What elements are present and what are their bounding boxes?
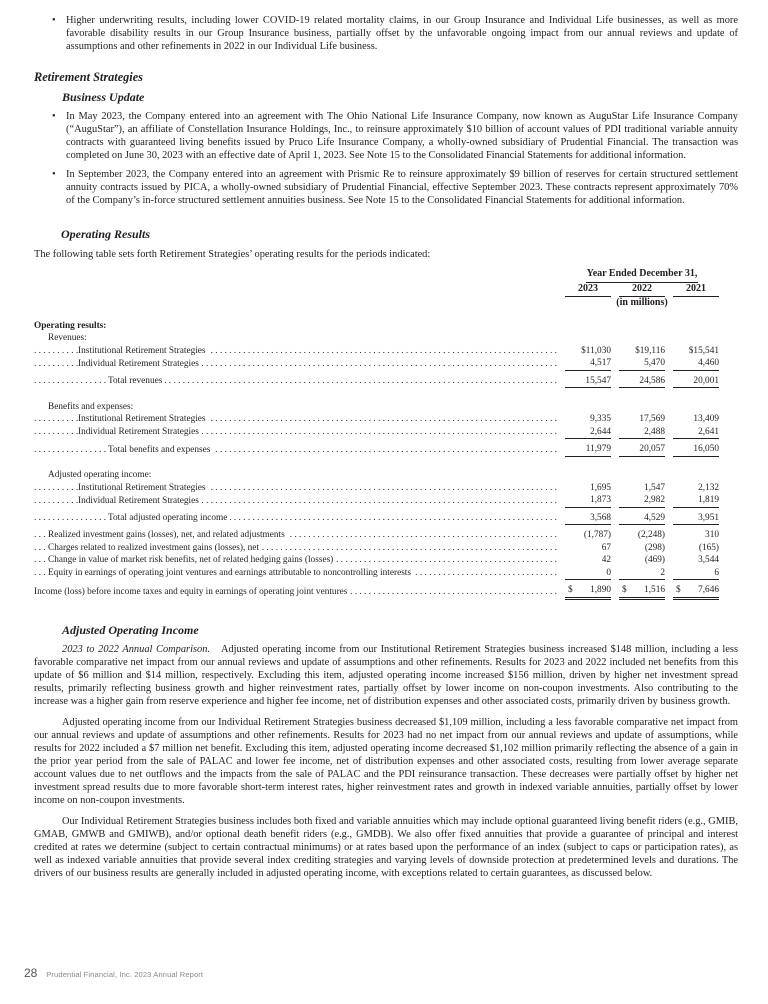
- table-row: . . . Institutional Retirement Strategies 1,695 1,547 2,132: [34, 482, 719, 495]
- table-row-grand-total: . . . Income (loss) before income taxes and equity in earnings of operating joint ventures $ 1,890 $ 1,516 $ 7,646: [34, 584, 719, 598]
- bullet-item: • Higher underwriting results, including lower COVID-19 related mortality claims, in our Group Insurance and Individual Life businesses, as well as more favorable disability results in our Group Insurance business, partially offset by the unfavorable ongoing impact from our annual reviews and update of assumptions and other refinements in 2022 in our Individual Life business.: [46, 14, 738, 53]
- table-row: . . . Change in value of market risk benefits, net of related hedging gains (losses) 42 (469) 3,544: [34, 554, 719, 567]
- report-title: Prudential Financial, Inc. 2023 Annual Report: [46, 970, 204, 979]
- aoi-section-title: Adjusted Operating Income: [62, 622, 199, 637]
- table-units: (in millions): [616, 297, 668, 308]
- table-row: . . . Individual Retirement Strategies 1,873 2,982 1,819: [34, 494, 719, 507]
- column-header-2023: 2023: [565, 283, 611, 298]
- column-header-2022: 2022: [619, 283, 665, 298]
- page-number: 28: [24, 966, 38, 980]
- bullet-item: • In September 2023, the Company entered into an agreement with Prismic Re to reinsure approximately $9 billion of reserves for certain structured settlement annuity contracts issued by PICA, a wholly-owned subsidiary of Prudential Financial, effective September 2023. These contracts represent approximately 70% of the Company’s in-force structured settlement annuities business. See Note 15 to the Consolidated Financial Statements for additional information.: [46, 168, 738, 207]
- table-row-total: . . . Total benefits and expenses 11,979 20,057 16,050: [34, 443, 719, 456]
- operating-results-title: Operating Results: [61, 227, 151, 241]
- table-row: . . . Individual Retirement Strategies 4,517 5,470 4,460: [34, 357, 719, 370]
- table-heading: Operating results:: [34, 320, 107, 331]
- page-footer: [24, 967, 203, 981]
- table-row: . . . Individual Retirement Strategies 2,644 2,488 2,641: [34, 426, 719, 439]
- table-header-group: Year Ended December 31,: [565, 268, 719, 283]
- table-row-total: . . . Total adjusted operating income 3,568 4,529 3,951: [34, 512, 719, 525]
- section-title: Retirement Strategies: [34, 70, 143, 84]
- operating-results-intro: The following table sets forth Retirement Strategies’ operating results for the periods indicated:: [34, 249, 431, 260]
- table-row: . . . Institutional Retirement Strategies 9,335 17,569 13,409: [34, 413, 719, 426]
- table-row: . . . Institutional Retirement Strategies $11,030 $19,116 $15,541: [34, 345, 719, 358]
- table-row-total: . . . Total revenues 15,547 24,586 20,001: [34, 375, 719, 388]
- aoi-label: Adjusted operating income:: [48, 470, 152, 480]
- revenues-label: Revenues:: [48, 333, 87, 343]
- aoi-paragraph: 2023 to 2022 Annual Comparison. Adjusted operating income from our Institutional Retirement Strategies business increased $148 million, including a less favorable comparative net impact from our annual reviews and update of assumptions and other refinements. Results for 2023 and 2022 included net benefits from this update of $6 million and $14 million, respectively. Excluding this item, adjusted operating income increased $156 million, driven by higher net investment spread results, primarily reflecting business growth and higher reinvestment rates, partially offset by lower income on non-coupon investments. Also contributing to the increase was a higher gain from reserve experience and higher fee income, net of distribution expenses and other associated costs, primarily driven by business growth.: [34, 643, 738, 707]
- intro-bullet-list: [34, 14, 738, 53]
- benefits-label: Benefits and expenses:: [48, 401, 134, 412]
- operating-results-table: [34, 268, 719, 600]
- bullet-item: • In May 2023, the Company entered into an agreement with The Ohio National Life Insurance Company, now known as AuguStar Life Insurance Company (“AuguStar”), an affiliate of Constellation Insurance Holdings, Inc., to reinsure approximately $10 billion of account values of PDI traditional variable annuity contracts with guaranteed living benefits issued by Pruco Life Insurance Company, a wholly-owned subsidiary of Prudential Financial. The transaction was completed on June 30, 2023 with an effective date of April 1, 2023. See Note 15 to the Consolidated Financial Statements for additional information.: [46, 110, 738, 162]
- aoi-paragraph: Adjusted operating income from our Individual Retirement Strategies business decreased $1,109 million, including a less favorable comparative net impact from our annual reviews and update of assumptions and other refinements. Results for 2023 had no net impact from our annual reviews and update of assumptions, while results for 2022 included a $7 million net benefit. Excluding this item, adjusted operating income decreased $1,102 million primarily reflecting the absence of a gain in the prior year period from the sale of PALAC and lower fee income, net of distribution expenses and other associated costs, resulting from lower average separate account values due to net outflows and the impacts from the sale of PALAC and the PDI reinsurance transaction. These decreases were partially offset by higher net investment spread results due to more favorable short-term interest rates, higher reinvestment rates and growth in indexed variable annuities, partially offset by lower income on non-coupon investments.: [34, 716, 738, 806]
- table-row: . . . Realized investment gains (losses), net, and related adjustments (1,787) (2,248) 310: [34, 529, 719, 542]
- business-update-list: [34, 110, 738, 207]
- column-header-2021: 2021: [673, 283, 719, 298]
- table-row: . . . Charges related to realized investment gains (losses), net 67 (298) (165): [34, 542, 719, 555]
- table-row: . . . Equity in earnings of operating joint ventures and earnings attributable to noncontrolling interests 0 2 6: [34, 567, 719, 580]
- aoi-paragraph: Our Individual Retirement Strategies business includes both fixed and variable annuities which may include optional guaranteed living benefit riders (e.g., GMIB, GMAB, GMWB and GMIWB), and/or optional death benefit riders (e.g., GMDB). We also offer fixed annuities that provide a guarantee of principal and interest credited at rates we determine (subject to certain contractual minimums) or at rates based upon the performance of an index (subject to caps or participation rates), as well as indexed variable annuities that provide several index crediting strategies and varying levels of downside protection at predetermined levels and durations. The drivers of our business results are generally included in adjusted operating income, with exceptions related to certain guarantees, as discussed below.: [34, 815, 738, 879]
- aoi-lead-in: 2023 to 2022 Annual Comparison.: [62, 643, 211, 655]
- business-update-title: Business Update: [62, 90, 145, 104]
- document-page: [34, 14, 738, 880]
